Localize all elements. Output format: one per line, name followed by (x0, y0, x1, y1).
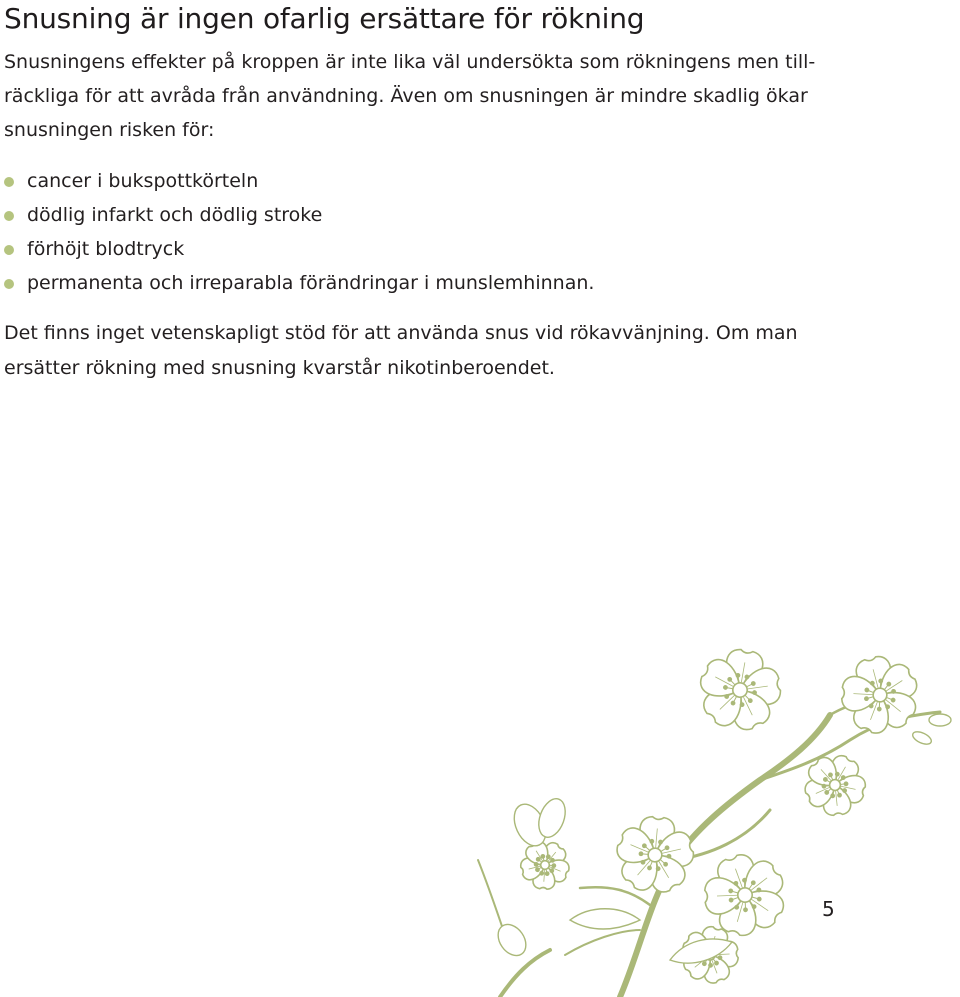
list-item-text: cancer i bukspottkörteln (27, 170, 259, 192)
conclusion-paragraph (4, 316, 798, 386)
bullet-icon (4, 177, 14, 187)
list-item (4, 232, 594, 266)
conclusion-line: ersätter rökning med snusning kvarstår nikotinberoendet. (4, 357, 555, 379)
blossom-icon (791, 743, 879, 830)
blossom-icon (830, 648, 931, 746)
intro-line: Snusningens effekter på kroppen är inte lika väl undersökta som rökningens men till- (4, 51, 816, 73)
list-item (4, 198, 594, 232)
bullet-icon (4, 279, 14, 289)
page-number: 5 (822, 897, 835, 921)
list-item-text: permanenta och irreparabla förändringar i munslemhinnan. (27, 272, 595, 294)
intro-paragraph (4, 45, 844, 147)
bullet-icon (4, 245, 14, 255)
list-item-text: dödlig infarkt och dödlig stroke (27, 204, 323, 226)
page-title: Snusning är ingen ofarlig ersättare för rökning (4, 2, 645, 35)
list-item (4, 164, 594, 198)
cherry-blossom-icon (470, 620, 960, 997)
list-item (4, 266, 594, 300)
risk-list (4, 164, 594, 300)
intro-line: snusningen risken för: (4, 119, 215, 141)
list-item-text: förhöjt blodtryck (27, 238, 185, 260)
bullet-icon (4, 211, 14, 221)
intro-line: räckliga för att avråda från användning. Även om snusningen är mindre skadlig ökar (4, 85, 808, 107)
blossom-icon (690, 643, 790, 740)
conclusion-line: Det finns inget vetenskapligt stöd för att använda snus vid rökavvänjning. Om man (4, 322, 798, 344)
blossom-icon (610, 814, 699, 900)
